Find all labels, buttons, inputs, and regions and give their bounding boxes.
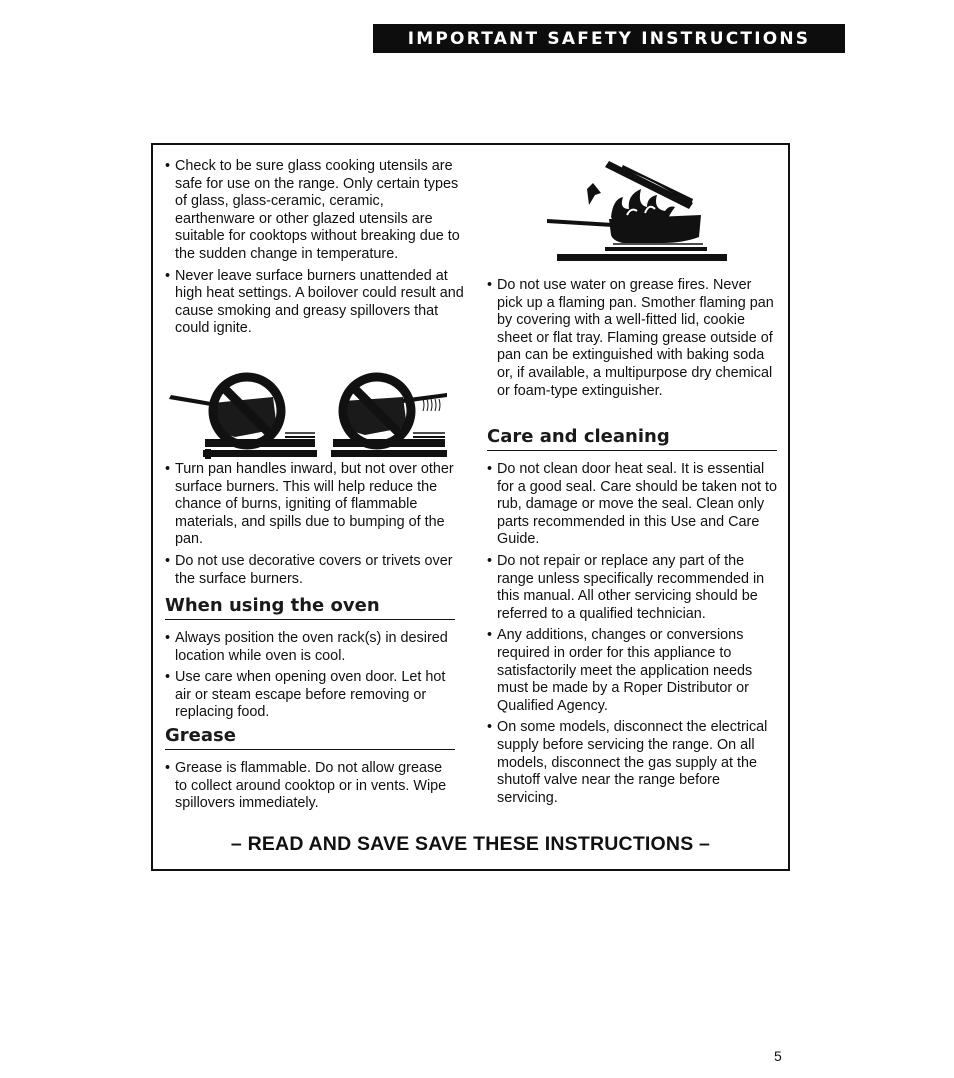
list-item: • Grease is flammable. Do not allow grease to collect around cooktop or in vents. Wipe spillovers immediately. [165, 760, 455, 813]
list-item: • Check to be sure glass cooking utensils are safe for use on the range. Only certain types of glass, glass-ceramic, ceramic, earthenware or other glazed utensils are suitable for cooktops without breaking due to the sudden change in temperature. [165, 158, 465, 264]
oven-section [165, 595, 455, 726]
list-item: • Any additions, changes or conversions required in order for this appliance to satisfactorily meet the application needs must be made by a Roper Distributor or Qualified Agency. [487, 627, 777, 715]
list-item: • Use care when opening oven door. Let hot air or steam escape before removing or replacing food. [165, 669, 455, 722]
page-header-title: IMPORTANT SAFETY INSTRUCTIONS [407, 28, 811, 49]
grease-fire-illustration [543, 159, 733, 263]
section-heading-grease: Grease [165, 725, 455, 750]
page-number: 5 [774, 1048, 782, 1064]
care-section [487, 426, 777, 811]
read-and-save-footer: – READ AND SAVE SAVE THESE INSTRUCTIONS – [230, 833, 711, 855]
care-bullet-list [487, 461, 777, 807]
pan-handle-illustration [165, 367, 465, 459]
list-item: • Always position the oven rack(s) in desired location while oven is cool. [165, 630, 455, 665]
list-item: • Never leave surface burners unattended at high heat settings. A boilover could result and cause smoking and greasy spillovers that could ignite. [165, 268, 465, 338]
list-item: • Do not use water on grease fires. Never pick up a flaming pan. Smother flaming pan by covering with a well-fitted lid, cookie sheet or flat tray. Flaming grease outside of pan can be extinguished with baking soda or, if available, a multipurpose dry chemical or foam-type extinguisher. [487, 277, 779, 400]
oven-bullet-list [165, 630, 455, 722]
section-heading-care: Care and cleaning [487, 426, 777, 451]
prohibited-pan-icons [165, 367, 465, 459]
fire-bullet-list [487, 277, 779, 404]
intro-bullet-list [165, 158, 465, 338]
pan-bullet-list [165, 461, 465, 592]
list-item: • On some models, disconnect the electrical supply before servicing the range. On all models, disconnect the gas supply at the shutoff valve near the range before servicing. [487, 719, 777, 807]
section-heading-oven: When using the oven [165, 595, 455, 620]
safety-instructions-panel [151, 143, 790, 871]
list-item: • Turn pan handles inward, but not over other surface burners. This will help reduce the chance of burns, igniting of flammable materials, and spills due to bumping of the pan. [165, 461, 465, 549]
list-item: • Do not clean door heat seal. It is essential for a good seal. Care should be taken not to rub, damage or move the seal. Clean only parts recommended in this Use and Care Guide. [487, 461, 777, 549]
page-header-banner [373, 24, 845, 53]
list-item: • Do not repair or replace any part of the range unless specifically recommended in this manual. All other servicing should be referred to a qualified technician. [487, 553, 777, 623]
left-column [165, 145, 465, 812]
grease-bullet-list [165, 760, 455, 813]
prohibited-pan-handle-icon [169, 377, 317, 459]
grease-fire-lid-icon [543, 159, 733, 263]
grease-section [165, 725, 455, 817]
prohibited-pan-over-burner-icon [331, 377, 447, 457]
list-item: • Do not use decorative covers or trivets over the surface burners. [165, 553, 465, 588]
